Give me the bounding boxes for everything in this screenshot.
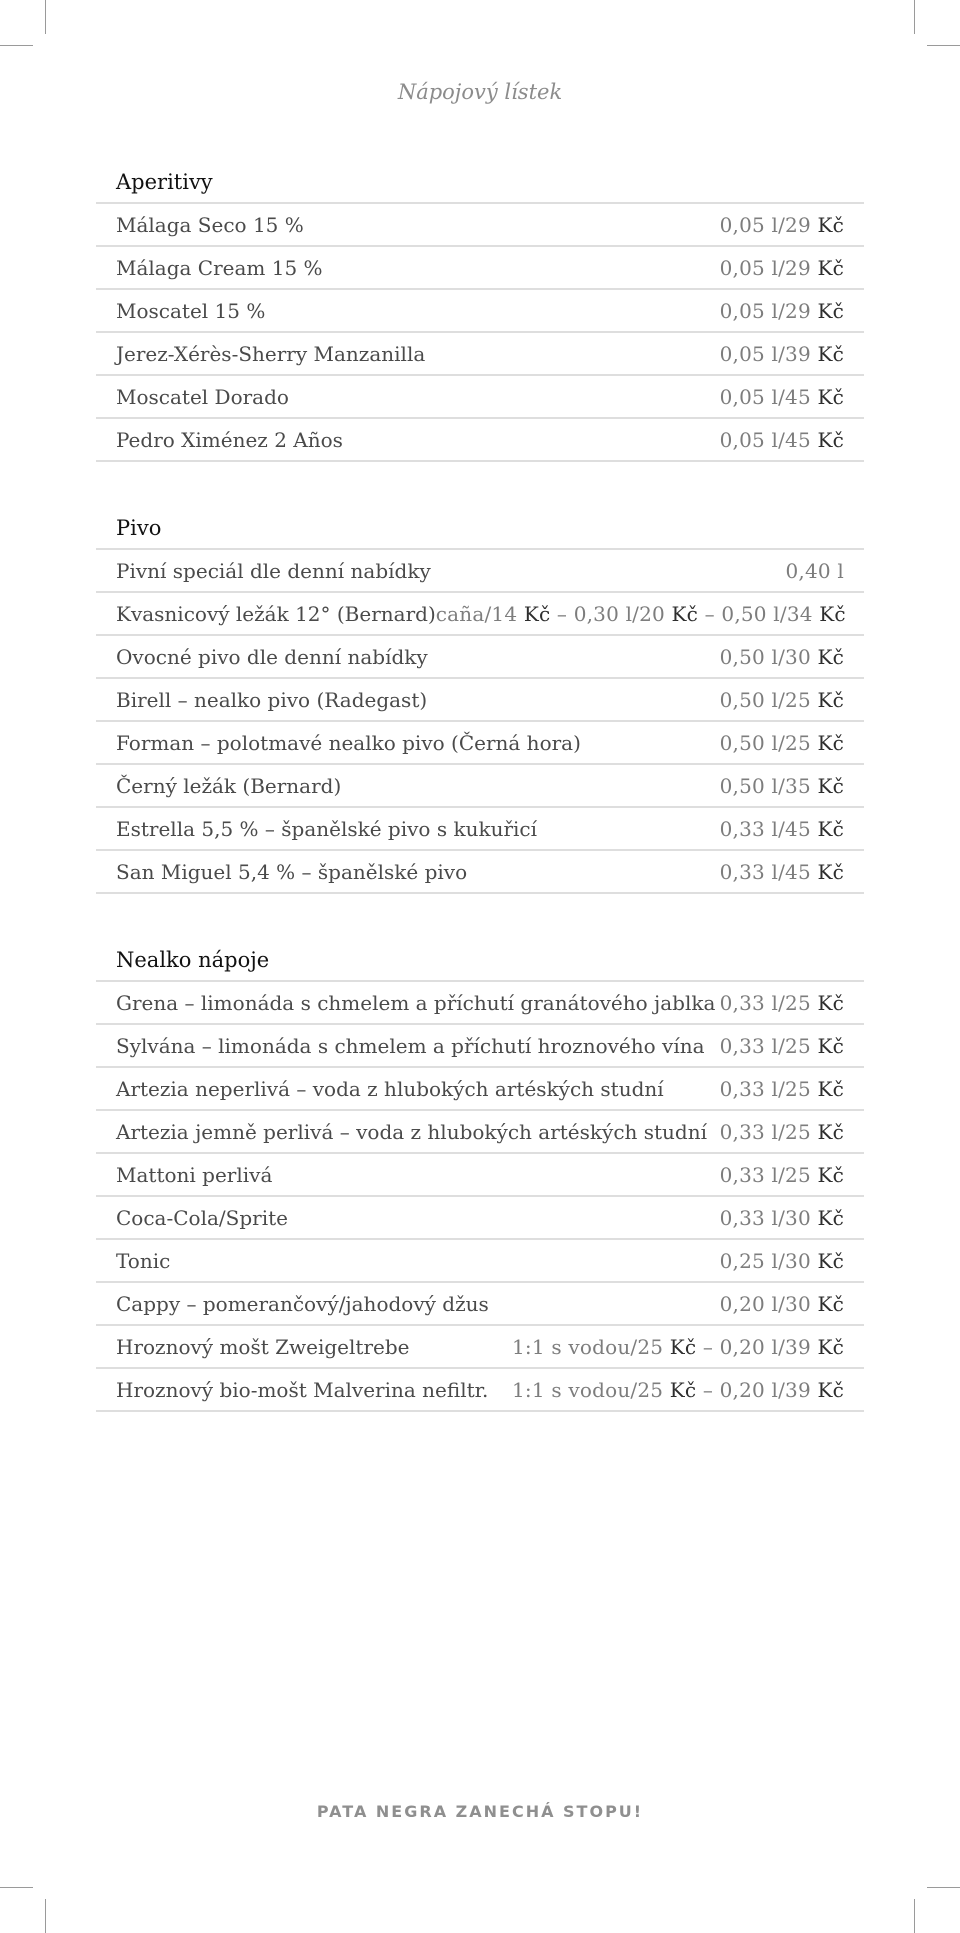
item-name: Artezia jemně perlivá – voda z hlubokých artéských studní <box>116 1119 708 1144</box>
item-name: Hroznový bio-mošt Malverina nefiltr. <box>116 1377 489 1402</box>
item-name: Artezia neperlivá – voda z hlubokých artéských studní <box>116 1076 664 1101</box>
item-price: 0,33 l/45 Kč <box>719 859 844 884</box>
item-price: 0,40 l <box>785 558 844 583</box>
item-price: 0,33 l/25 Kč <box>719 1033 844 1058</box>
list-item <box>96 1197 864 1240</box>
item-name: San Miguel 5,4 % – španělské pivo <box>116 859 468 884</box>
item-name: Tonic <box>116 1248 171 1273</box>
list-item <box>96 290 864 333</box>
crop-mark <box>45 1899 46 1933</box>
section-aperitivy <box>96 161 864 462</box>
item-price: 0,50 l/25 Kč <box>719 687 844 712</box>
item-name: Pivní speciál dle denní nabídky <box>116 558 431 583</box>
crop-mark <box>927 1887 960 1888</box>
item-name: Hroznový mošt Zweigeltrebe <box>116 1334 410 1359</box>
crop-mark <box>45 0 46 34</box>
list-item <box>96 419 864 462</box>
list-item <box>96 376 864 419</box>
item-name: Coca-Cola/Sprite <box>116 1205 288 1230</box>
item-price: 0,05 l/29 Kč <box>719 212 844 237</box>
item-price: caña/14 Kč – 0,30 l/20 Kč – 0,50 l/34 Kč <box>435 601 846 626</box>
list-item <box>96 808 864 851</box>
item-name: Ovocné pivo dle denní nabídky <box>116 644 428 669</box>
list-item <box>96 204 864 247</box>
list-item <box>96 851 864 894</box>
item-name: Černý ležák (Bernard) <box>116 773 342 798</box>
list-item <box>96 1025 864 1068</box>
item-name: Mattoni perlivá <box>116 1162 273 1187</box>
list-item <box>96 1283 864 1326</box>
list-item <box>96 982 864 1025</box>
page-title: Nápojový lístek <box>397 80 563 104</box>
item-price: 1:1 s vodou/25 Kč – 0,20 l/39 Kč <box>511 1377 844 1402</box>
list-item <box>96 722 864 765</box>
item-name: Cappy – pomerančový/jahodový džus <box>116 1291 489 1316</box>
list-item <box>96 679 864 722</box>
item-price: 0,50 l/30 Kč <box>719 644 844 669</box>
list-item <box>96 1154 864 1197</box>
section-title: Pivo <box>96 507 864 550</box>
item-price: 1:1 s vodou/25 Kč – 0,20 l/39 Kč <box>511 1334 844 1359</box>
section-nealko-napoje <box>96 939 864 1412</box>
item-name: Sylvána – limonáda s chmelem a příchutí hroznového vína <box>116 1033 705 1058</box>
footer-tagline: PATA NEGRA ZANECHÁ STOPU! <box>316 1802 644 1821</box>
crop-mark <box>927 45 960 46</box>
section-title: Aperitivy <box>96 161 864 204</box>
list-item <box>96 1111 864 1154</box>
crop-mark <box>0 1887 33 1888</box>
list-item <box>96 333 864 376</box>
item-name: Forman – polotmavé nealko pivo (Černá hora) <box>116 730 581 755</box>
item-name: Málaga Seco 15 % <box>116 212 304 237</box>
item-price: 0,05 l/39 Kč <box>719 341 844 366</box>
crop-mark <box>0 45 33 46</box>
item-price: 0,33 l/25 Kč <box>719 1076 844 1101</box>
list-item <box>96 1369 864 1412</box>
crop-mark <box>914 1899 915 1933</box>
item-name: Birell – nealko pivo (Radegast) <box>116 687 428 712</box>
item-price: 0,50 l/25 Kč <box>719 730 844 755</box>
item-name: Málaga Cream 15 % <box>116 255 323 280</box>
item-name: Moscatel Dorado <box>116 384 289 409</box>
section-title: Nealko nápoje <box>96 939 864 982</box>
item-price: 0,05 l/45 Kč <box>719 427 844 452</box>
item-name: Pedro Ximénez 2 Años <box>116 427 343 452</box>
list-item <box>96 593 864 636</box>
item-price: 0,05 l/45 Kč <box>719 384 844 409</box>
list-item <box>96 765 864 808</box>
item-price: 0,33 l/25 Kč <box>719 990 844 1015</box>
item-name: Jerez-Xérès-Sherry Manzanilla <box>116 341 426 366</box>
list-item <box>96 1240 864 1283</box>
section-pivo <box>96 507 864 894</box>
item-price: 0,33 l/25 Kč <box>719 1119 844 1144</box>
item-name: Grena – limonáda s chmelem a příchutí granátového jablka <box>116 990 716 1015</box>
list-item <box>96 1068 864 1111</box>
list-item <box>96 247 864 290</box>
item-price: 0,05 l/29 Kč <box>719 255 844 280</box>
item-name: Moscatel 15 % <box>116 298 266 323</box>
item-price: 0,05 l/29 Kč <box>719 298 844 323</box>
item-price: 0,50 l/35 Kč <box>719 773 844 798</box>
item-price: 0,33 l/45 Kč <box>719 816 844 841</box>
list-item <box>96 550 864 593</box>
crop-mark <box>914 0 915 34</box>
item-price: 0,20 l/30 Kč <box>719 1291 844 1316</box>
item-price: 0,33 l/25 Kč <box>719 1162 844 1187</box>
list-item <box>96 1326 864 1369</box>
item-name: Kvasnicový ležák 12° (Bernard) <box>116 601 436 626</box>
list-item <box>96 636 864 679</box>
item-name: Estrella 5,5 % – španělské pivo s kukuřicí <box>116 816 538 841</box>
item-price: 0,25 l/30 Kč <box>719 1248 844 1273</box>
item-price: 0,33 l/30 Kč <box>719 1205 844 1230</box>
